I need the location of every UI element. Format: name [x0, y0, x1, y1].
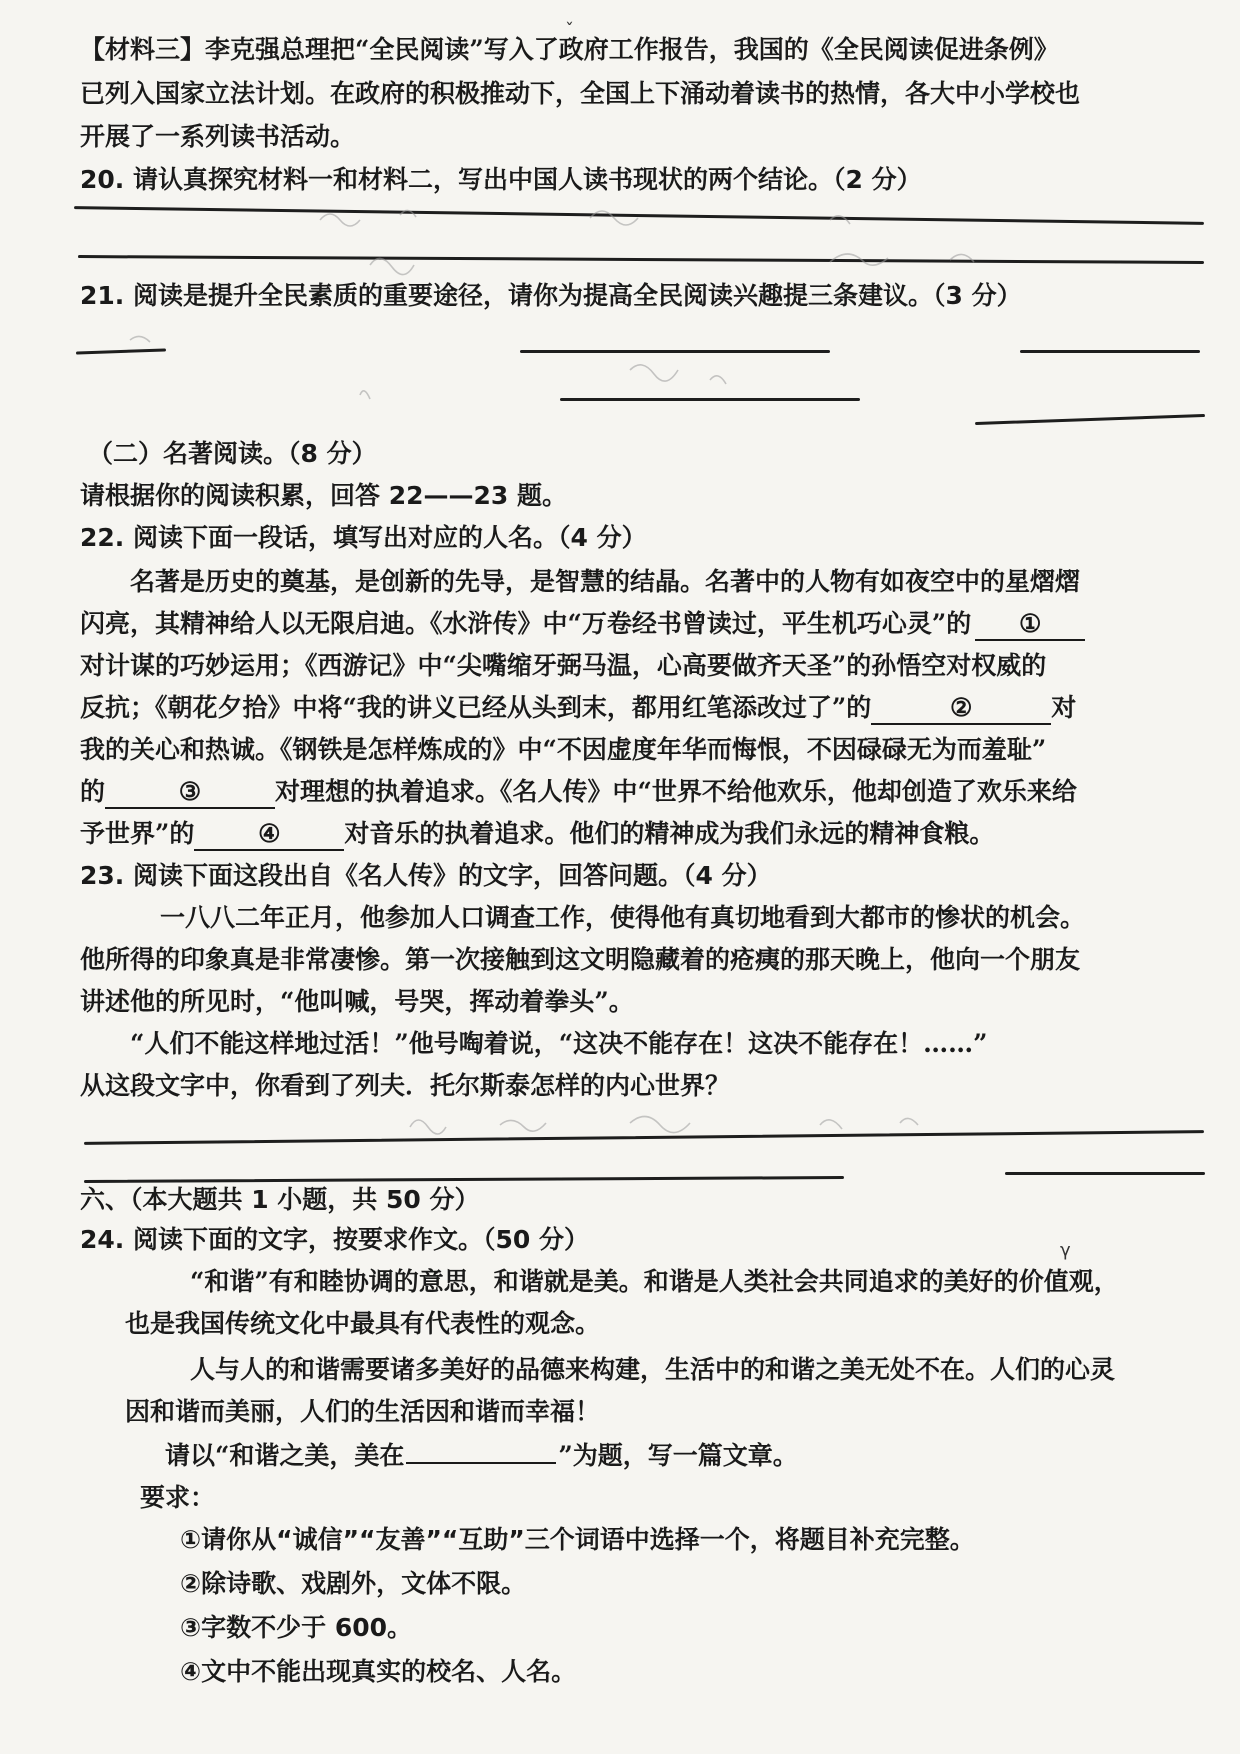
q22-passage-line-1: 名著是历史的奠基，是创新的先导，是智慧的结晶。名著中的人物有如夜空中的星熠熠 [130, 567, 1081, 596]
q22-passage-line-4 [80, 690, 1205, 726]
q22-l4-text: 反抗；《朝花夕拾》中将“我的讲义已经从头到末，都用红笔添改过了”的 [80, 693, 872, 722]
material3-line-1: 【材料三】李克强总理把“全民阅读”写入了政府工作报告，我国的《全民阅读促进条例》 [80, 35, 1059, 64]
section-2-instruction: 请根据你的阅读积累，回答 22——23 题。 [80, 481, 567, 510]
q23-question: 从这段文字中，你看到了列夫．托尔斯泰怎样的内心世界？ [80, 1071, 731, 1100]
requirement-2: ②除诗歌、戏剧外，文体不限。 [180, 1569, 527, 1598]
q24-title-post: ”为题，写一篇文章。 [558, 1441, 798, 1470]
section-6-title: 六、（本大题共 1 小题，共 50 分） [80, 1185, 480, 1214]
requirement-1: ①请你从“诚信”“友善”“互助”三个词语中选择一个，将题目补充完整。 [180, 1525, 975, 1554]
q22-l7-post: 对音乐的执着追求。他们的精神成为我们永远的精神食粮。 [344, 819, 995, 848]
q22-l2-text: 闪亮，其精神给人以无限启迪。《水浒传》中“万卷经书曾读过，平生机巧心灵”的 [80, 609, 972, 638]
q22-l4-post: 对 [1051, 693, 1077, 722]
material3-line-2: 已列入国家立法计划。在政府的积极推动下，全国上下涌动着读书的热情，各大中小学校也 [80, 79, 1081, 108]
q22-passage-line-7 [80, 816, 1205, 852]
material3-line-3: 开展了一系列读书活动。 [80, 122, 356, 151]
q24-passage-line-1: “和谐”有和睦协调的意思，和谐就是美。和谐是人类社会共同追求的美好的价值观， [190, 1267, 1119, 1296]
handwriting-scribbles-icon [70, 190, 1210, 450]
q23-passage-line-3: 讲述他的所见时，“他叫喊，号哭，挥动着拳头”。 [80, 987, 634, 1016]
q22-blank-2[interactable]: ② [871, 693, 1051, 725]
q22-passage-line-3: 对计谋的巧妙运用；《西游记》中“尖嘴缩牙弼马温，心高要做齐天圣”的孙悟空对权威的 [80, 651, 1047, 680]
q24-passage-line-3: 人与人的和谐需要诸多美好的品德来构建，生活中的和谐之美无处不在。人们的心灵 [190, 1355, 1116, 1384]
question-20: 20. 请认真探究材料一和材料二，写出中国人读书现状的两个结论。（2 分） [80, 165, 922, 194]
q24-title-pre: 请以“和谐之美，美在 [165, 1441, 405, 1470]
q22-blank-1[interactable]: ① [975, 609, 1085, 641]
q22-passage-line-6 [80, 774, 1205, 810]
q22-l7-text: 予世界”的 [80, 819, 195, 848]
q24-passage-line-4: 因和谐而美丽，人们的生活因和谐而幸福！ [125, 1397, 601, 1426]
q24-passage-line-2: 也是我国传统文化中最具有代表性的观念。 [125, 1309, 601, 1338]
question-22: 22. 阅读下面一段话，填写出对应的人名。（4 分） [80, 523, 647, 552]
q23-passage-line-1: 一八八二年正月，他参加人口调查工作，使得他有真切地看到大都市的惨状的机会。 [160, 903, 1086, 932]
q23-passage-line-2: 他所得的印象真是非常凄惨。第一次接触到这文明隐藏着的疮痍的那天晚上，他向一个朋友 [80, 945, 1081, 974]
stray-mark-icon: γ [1060, 1240, 1071, 1261]
q22-passage-line-2 [80, 606, 1205, 642]
question-23: 23. 阅读下面这段出自《名人传》的文字，回答问题。（4 分） [80, 861, 772, 890]
q22-blank-4[interactable]: ④ [194, 819, 344, 851]
q22-passage-line-5: 我的关心和热诚。《钢铁是怎样炼成的》中“不因虚度年华而悔恨，不因碌碌无为而羞耻” [80, 735, 1047, 764]
requirement-3: ③字数不少于 600。 [180, 1613, 413, 1642]
handwriting-scribbles-icon [300, 1105, 1000, 1145]
q23-passage-line-4: “人们不能这样地过活！”他号啕着说，“这决不能存在！这决不能存在！……” [130, 1029, 988, 1058]
q22-blank-3[interactable]: ③ [105, 777, 275, 809]
question-24: 24. 阅读下面的文字，按要求作文。（50 分） [80, 1225, 589, 1254]
section-2-title: （二）名著阅读。（8 分） [88, 439, 377, 468]
requirement-4: ④文中不能出现真实的校名、人名。 [180, 1657, 577, 1686]
q24-title-blank[interactable] [406, 1462, 556, 1464]
q22-l6-text: 的 [80, 777, 106, 806]
question-21: 21. 阅读是提升全民素质的重要途径，请你为提高全民阅读兴趣提三条建议。（3 分） [80, 281, 1022, 310]
answer-line-23c[interactable] [1005, 1172, 1205, 1175]
q22-l6-post: 对理想的执着追求。《名人传》中“世界不给他欢乐，他却创造了欢乐来给 [275, 777, 1077, 806]
requirements-label: 要求： [140, 1483, 216, 1512]
q24-title-prompt [165, 1438, 1240, 1474]
stray-mark-icon: ˇ [565, 20, 574, 41]
